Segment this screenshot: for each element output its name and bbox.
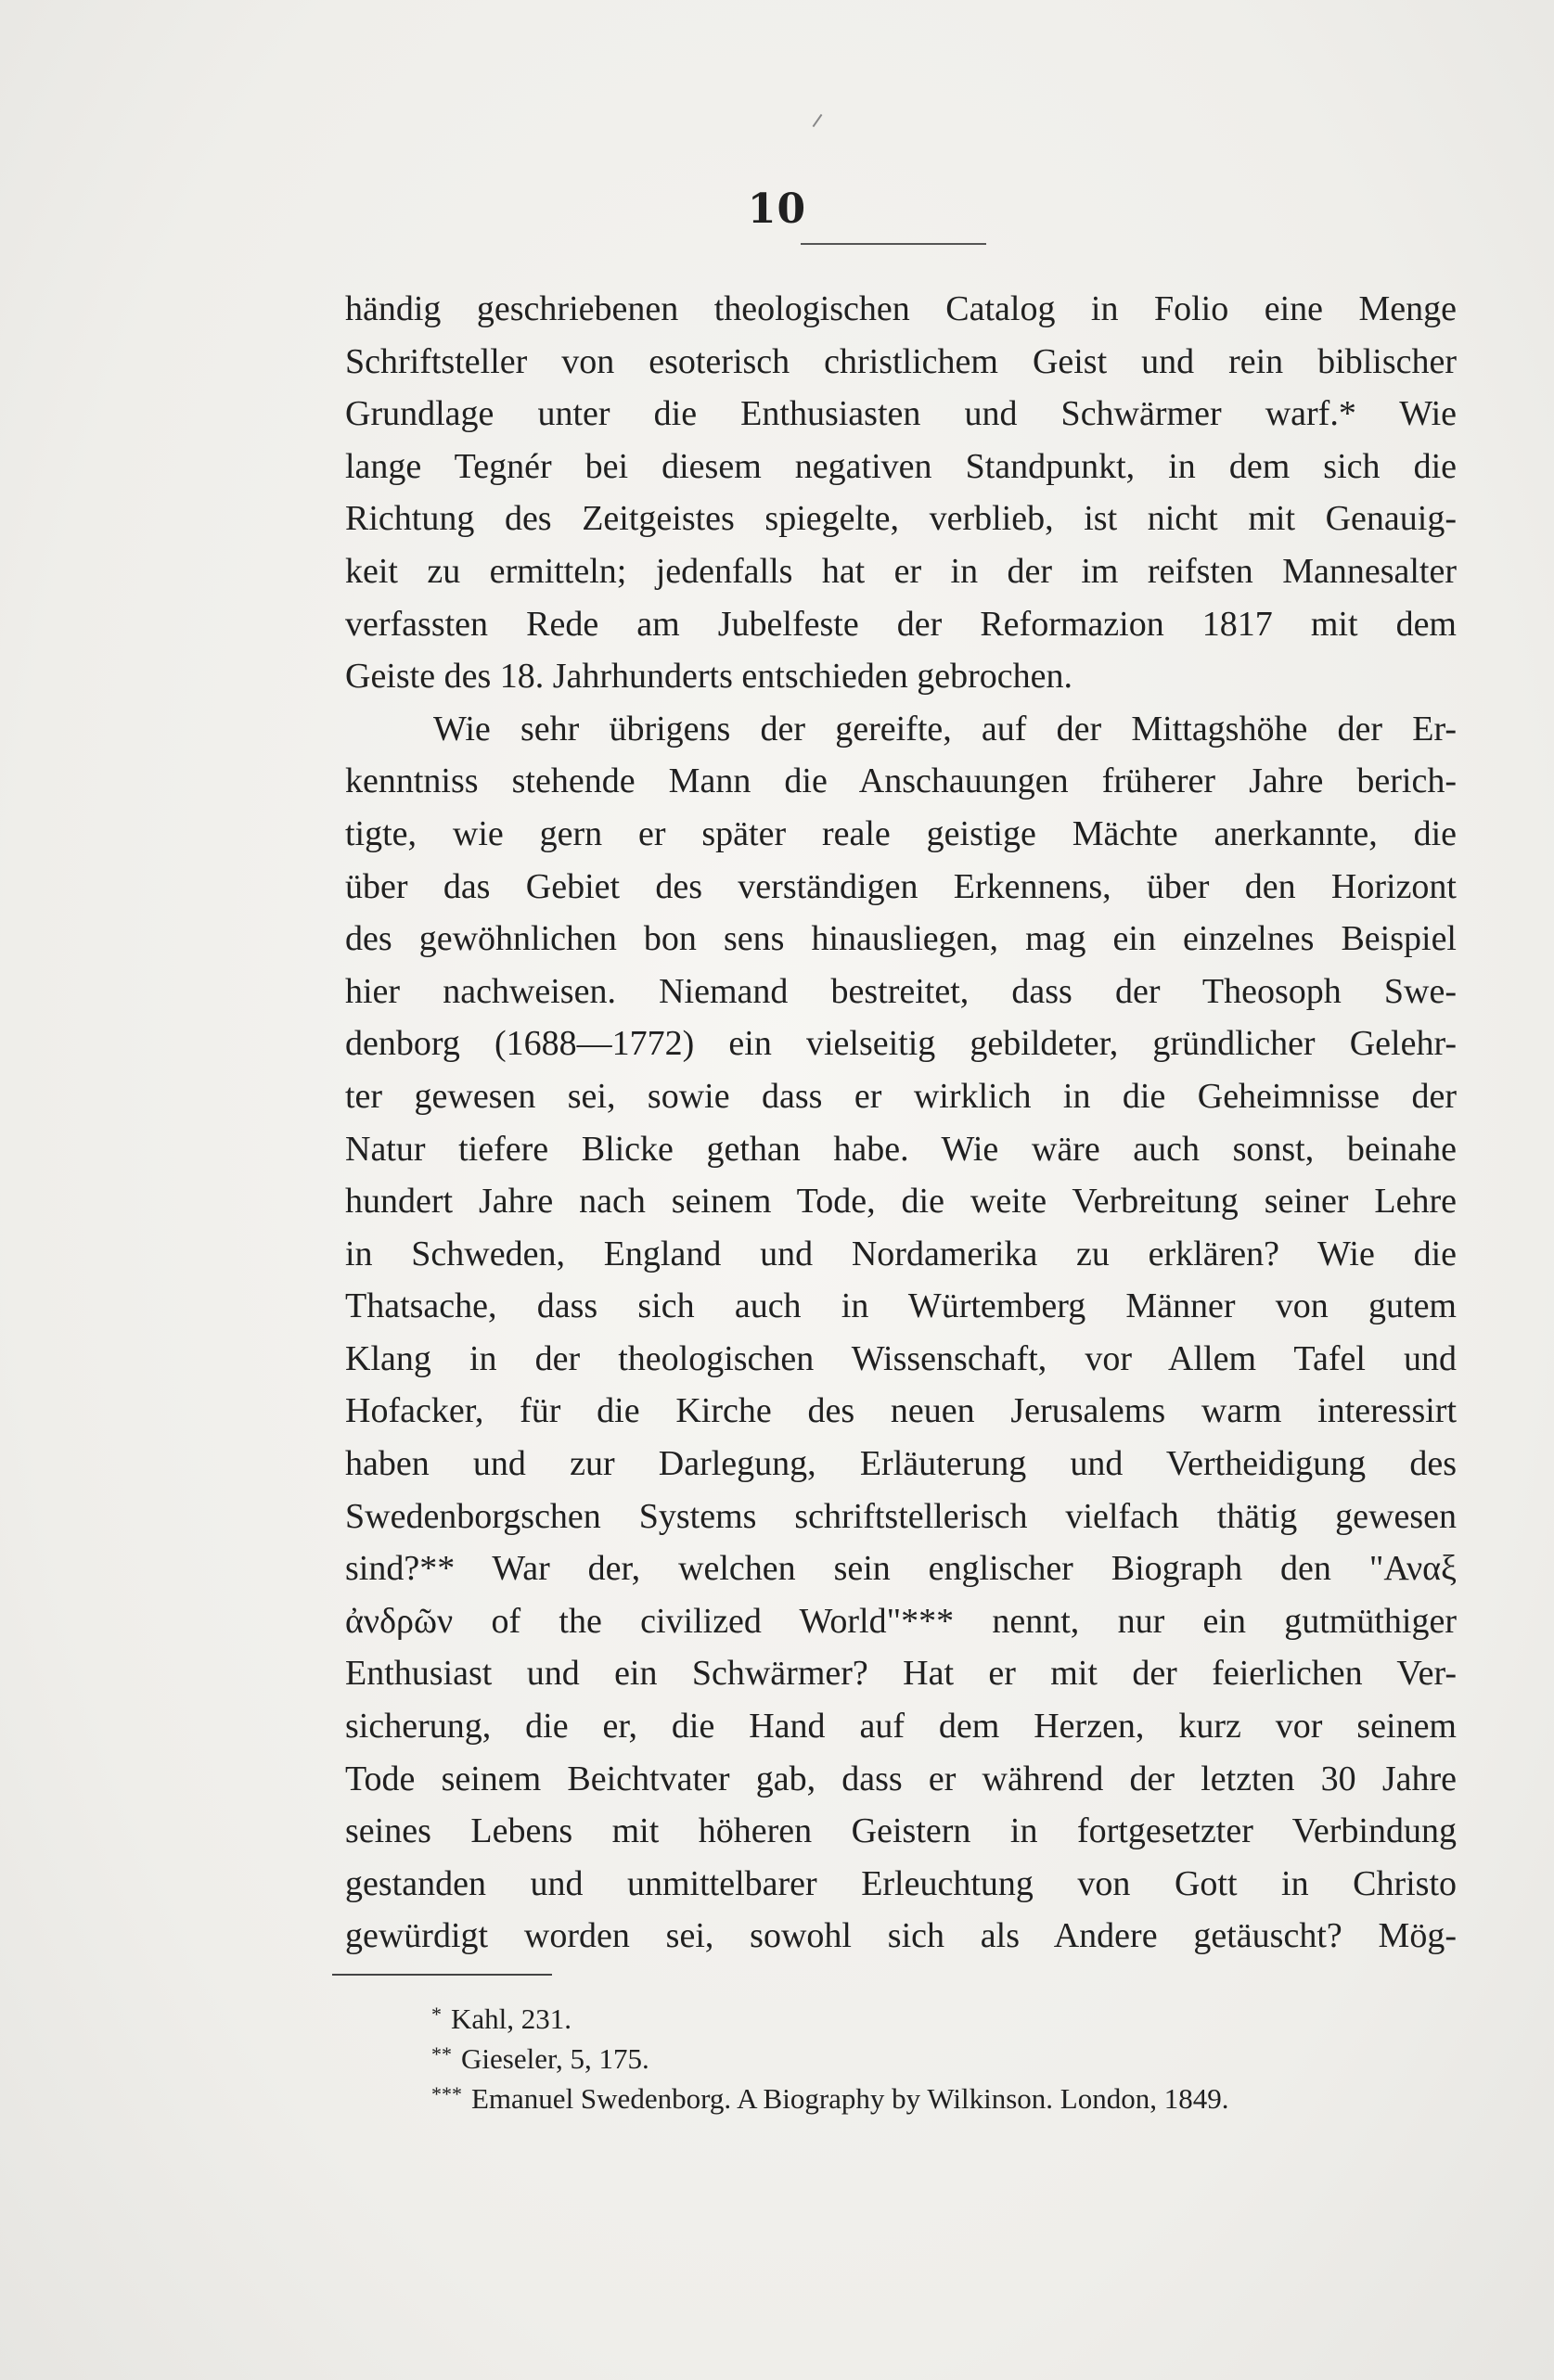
body-text bbox=[345, 283, 1457, 1963]
ink-mark bbox=[813, 114, 823, 127]
text-line: händig geschriebenen theologischen Catalog in Folio eine Menge bbox=[345, 289, 1457, 328]
text-line: haben und zur Darlegung, Erläuterung und Vertheidigung des bbox=[345, 1444, 1457, 1484]
footnote-mark: *** bbox=[431, 2082, 462, 2105]
footnote-text: Emanuel Swedenborg. A Biography by Wilkinson. London, 1849. bbox=[471, 2082, 1229, 2115]
text-line: Geiste des 18. Jahrhunderts entschieden gebrochen. bbox=[345, 657, 1073, 697]
paragraph-2 bbox=[345, 703, 1457, 1963]
text-line: hier nachweisen. Niemand bestreitet, dass der Theosoph Swe- bbox=[345, 971, 1457, 1011]
text-line: sind?** War der, welchen sein englischer Biograph den "Αναξ bbox=[345, 1549, 1457, 1589]
text-line: Thatsache, dass sich auch in Würtemberg Männer von gutem bbox=[345, 1286, 1457, 1326]
text-line: gestanden und unmittelbarer Erleuchtung von Gott in Christo bbox=[345, 1863, 1457, 1903]
text-line: Grundlage unter die Enthusiasten und Schwärmer warf.* Wie bbox=[345, 394, 1457, 434]
text-line: gewürdigt worden sei, sowohl sich als Andere getäuscht? Mög- bbox=[345, 1916, 1457, 1956]
text-line: Hofacker, für die Kirche des neuen Jerusalems warm interessirt bbox=[345, 1391, 1457, 1431]
footnote-separator bbox=[332, 1974, 552, 1976]
footnote bbox=[431, 2034, 1471, 2074]
text-line: Wie sehr übrigens der gereifte, auf der Mittagshöhe der Er- bbox=[433, 709, 1457, 749]
text-line: Swedenborgschen Systems schriftstellerisch vielfach thätig gewesen bbox=[345, 1496, 1457, 1536]
footnote-text: Kahl, 231. bbox=[451, 2003, 572, 2035]
footnote-text: Gieseler, 5, 175. bbox=[461, 2042, 649, 2075]
text-line: ἀνδρῶν of the civilized World"*** nennt, nur ein gutmüthiger bbox=[345, 1601, 1457, 1641]
page-number-rule bbox=[801, 243, 986, 245]
text-line: über das Gebiet des verständigen Erkennens, über den Horizont bbox=[345, 866, 1457, 906]
text-line: tigte, wie gern er später reale geistige Mächte anerkannte, die bbox=[345, 813, 1457, 853]
text-line: lange Tegnér bei diesem negativen Standpunkt, in dem sich die bbox=[345, 446, 1457, 486]
text-line: denborg (1688—1772) ein vielseitig gebildeter, gründlicher Gelehr- bbox=[345, 1024, 1457, 1064]
footnote-mark: * bbox=[431, 2003, 442, 2026]
footnote bbox=[431, 1994, 1471, 2034]
text-line: in Schweden, England und Nordamerika zu erklären? Wie die bbox=[345, 1234, 1457, 1273]
text-line: Richtung des Zeitgeistes spiegelte, verblieb, ist nicht mit Genauig- bbox=[345, 499, 1457, 539]
footnote bbox=[431, 2074, 1471, 2114]
text-line: verfassten Rede am Jubelfeste der Reformazion 1817 mit dem bbox=[345, 604, 1457, 644]
footnotes bbox=[431, 1994, 1471, 2114]
text-line: Enthusiast und ein Schwärmer? Hat er mit der feierlichen Ver- bbox=[345, 1654, 1457, 1694]
text-line: Schriftsteller von esoterisch christlichem Geist und rein biblischer bbox=[345, 341, 1457, 381]
text-line: ter gewesen sei, sowie dass er wirklich in die Geheimnisse der bbox=[345, 1076, 1457, 1116]
text-line: Tode seinem Beichtvater gab, dass er während der letzten 30 Jahre bbox=[345, 1759, 1457, 1798]
text-line: sicherung, die er, die Hand auf dem Herzen, kurz vor seinem bbox=[345, 1707, 1457, 1747]
text-line: keit zu ermitteln; jedenfalls hat er in der im reifsten Mannesalter bbox=[345, 551, 1457, 591]
text-line: kenntniss stehende Mann die Anschauungen früherer Jahre berich- bbox=[345, 761, 1457, 801]
text-line: Klang in der theologischen Wissenschaft, vor Allem Tafel und bbox=[345, 1338, 1457, 1378]
text-line: des gewöhnlichen bon sens hinausliegen, mag ein einzelnes Beispiel bbox=[345, 919, 1457, 959]
text-line: Natur tiefere Blicke gethan habe. Wie wäre auch sonst, beinahe bbox=[345, 1129, 1457, 1169]
text-line: hundert Jahre nach seinem Tode, die weite Verbreitung seiner Lehre bbox=[345, 1182, 1457, 1222]
footnote-mark: ** bbox=[431, 2042, 452, 2066]
paragraph-1 bbox=[345, 283, 1457, 703]
text-line: seines Lebens mit höheren Geistern in fortgesetzter Verbindung bbox=[345, 1811, 1457, 1851]
page-number: 10 bbox=[747, 186, 807, 233]
